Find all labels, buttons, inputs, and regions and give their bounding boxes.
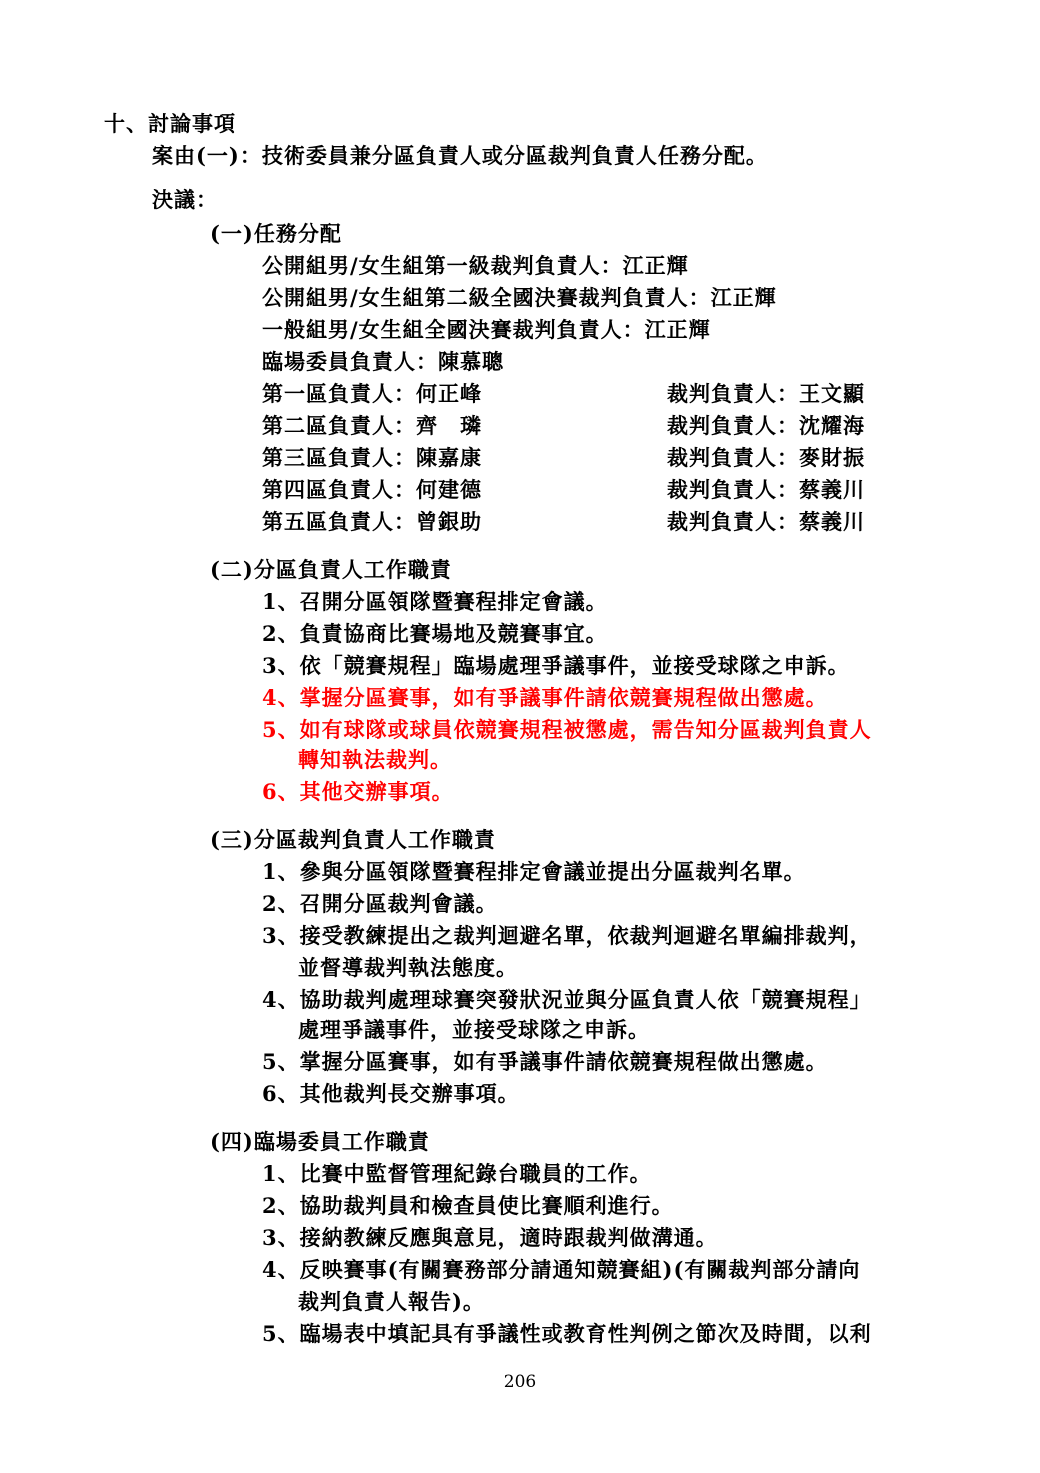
section4-title: (四)臨場委員工作職責 [210,1129,430,1154]
district-row [262,380,865,408]
page-number: 206 [503,1372,537,1392]
assignment-line: 公開組男/女生組第二級全國決賽裁判負責人：江正輝 [262,285,777,310]
assignment-line: 公開組男/女生組第一級裁判負責人：江正輝 [262,253,689,278]
duty-item: 1、參與分區領隊暨賽程排定會議並提出分區裁判名單。 [262,859,806,884]
duty-item: 2、協助裁判員和檢查員使比賽順利進行。 [262,1193,674,1218]
duty-item: 1、比賽中監督管理紀錄台職員的工作。 [262,1161,652,1186]
duty-item: 4、反映賽事(有關賽務部分請通知競賽組)(有關裁判部分請向 [262,1257,861,1282]
district-lead: 第五區負責人：曾銀助 [262,509,482,534]
district-row [262,476,865,504]
duty-item-highlighted: 4、掌握分區賽事，如有爭議事件請依競賽規程做出懲處。 [262,685,828,710]
duty-item: 2、召開分區裁判會議。 [262,891,498,916]
section3-title: (三)分區裁判負責人工作職責 [210,827,496,852]
duty-item: 3、接納教練反應與意見，適時跟裁判做溝通。 [262,1225,718,1250]
duty-item: 3、依「競賽規程」臨場處理爭議事件，並接受球隊之申訴。 [262,653,850,678]
district-lead: 第二區負責人：齊 璘 [262,413,482,438]
duty-item: 6、其他裁判長交辦事項。 [262,1081,520,1106]
duty-item-continuation: 裁判負責人報告)。 [298,1289,485,1314]
section1-title: (一)任務分配 [210,221,342,246]
district-referee: 裁判負責人：沈耀海 [667,413,865,438]
duty-item: 1、召開分區領隊暨賽程排定會議。 [262,589,608,614]
duty-item: 3、接受教練提出之裁判迴避名單，依裁判迴避名單編排裁判， [262,923,872,948]
district-row [262,412,865,440]
district-referee: 裁判負責人：蔡義川 [667,477,865,502]
district-referee: 裁判負責人：麥財振 [667,445,865,470]
duty-item: 5、臨場表中填記具有爭議性或教育性判例之節次及時間，以利 [262,1321,872,1346]
duty-item-highlighted: 6、其他交辦事項。 [262,779,454,804]
duty-item-continuation: 處理爭議事件，並接受球隊之申訴。 [298,1017,650,1042]
resolution-label: 決議： [152,187,218,212]
case-text: 案由(一)：技術委員兼分區負責人或分區裁判負責人任務分配。 [152,143,768,168]
district-row [262,508,865,536]
district-lead: 第四區負責人：何建德 [262,477,482,502]
district-row [262,444,865,472]
district-referee: 裁判負責人：王文顯 [667,381,865,406]
district-lead: 第三區負責人：陳嘉康 [262,445,482,470]
district-referee: 裁判負責人：蔡義川 [667,509,865,534]
section2-title: (二)分區負責人工作職責 [210,557,452,582]
duty-item: 5、掌握分區賽事，如有爭議事件請依競賽規程做出懲處。 [262,1049,828,1074]
duty-item-highlighted: 5、如有球隊或球員依競賽規程被懲處，需告知分區裁判負責人 [262,717,872,742]
district-lead: 第一區負責人：何正峰 [262,381,482,406]
section-heading: 十、討論事項 [104,111,236,136]
duty-item: 2、負責協商比賽場地及競賽事宜。 [262,621,608,646]
duty-item-continuation: 轉知執法裁判。 [298,747,452,772]
assignment-line: 一般組男/女生組全國決賽裁判負責人：江正輝 [262,317,711,342]
duty-item: 4、協助裁判處理球賽突發狀況並與分區負責人依「競賽規程」 [262,987,872,1012]
duty-item-continuation: 並督導裁判執法態度。 [298,955,518,980]
assignment-line: 臨場委員負責人：陳慕聰 [262,349,504,374]
